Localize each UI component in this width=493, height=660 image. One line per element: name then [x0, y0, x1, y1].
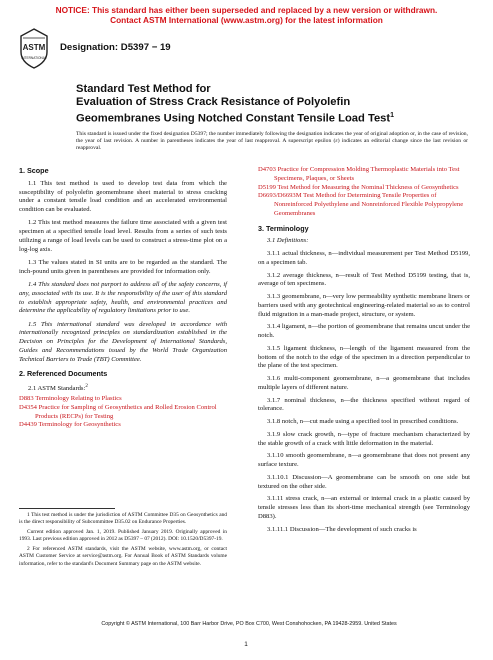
ref-code[interactable]: D4439 — [19, 421, 37, 429]
ref-item-d4354[interactable] — [19, 404, 227, 422]
astm-logo — [20, 28, 48, 70]
ref-code[interactable]: D5199 — [258, 183, 276, 191]
discussion-stress-crack: 3.1.11.1 Discussion—The development of such cracks is — [267, 525, 417, 533]
ref-code[interactable]: D4703 — [258, 166, 276, 173]
title-line-2: Evaluation of Stress Crack Resistance of Polyolefin — [76, 96, 351, 108]
footnote-divider — [19, 508, 115, 509]
def-slow-crack-growth: 3.1.9 slow crack growth, n—type of fracture mechanism characterized by the stable growth of a crack with little deformation in the material. — [258, 430, 470, 447]
footnote-2: 2 For referenced ASTM standards, visit the ASTM website, www.astm.org, or contact ASTM Customer Service at service@astm.org. For Annual Book of ASTM Standards volume information, refer to the standard's Document Summary page on the ASTM website. — [19, 546, 227, 567]
footnotes — [19, 512, 227, 571]
right-column — [258, 166, 470, 538]
title-line-3 — [76, 109, 476, 126]
left-ref-list — [19, 395, 227, 430]
def-nominal-thickness: 3.1.7 nominal thickness, n—the thickness specified without regard of tolerance. — [258, 396, 470, 413]
def-smooth-geomembrane: 3.1.10 smooth geomembrane, n—a geomembrane that does not present any surface texture. — [258, 452, 470, 468]
section-1-3: 1.3 The values stated in SI units are to be regarded as the standard. The inch-pound units given in parentheses are provided for information only. — [19, 258, 227, 275]
def-ligament-thickness: 3.1.5 ligament thickness, n—length of the ligament measured from the bottom of the notch to the edge of the specimen in a direction perpendicular to the plane of the test specimen. — [258, 344, 470, 370]
logo-subtext: INTERNATIONAL — [21, 56, 47, 60]
page-number: 1 — [244, 641, 248, 648]
section-2-1-footnote: 2 — [85, 384, 88, 390]
ref-item-d6693[interactable] — [258, 192, 470, 218]
section-1-1: 1.1 This test method is used to develop test data from which the susceptibility of polyolefin geomembrane sheet material to stress cracking under a constant tensile load condition and an accelerated environmental condition can be evaluated. — [19, 179, 227, 213]
footnote-1: 1 This test method is under the jurisdiction of ASTM Committee D35 on Geosynthetics and is the direct responsibility of Subcommittee D35.02 on Endurance Properties. — [19, 512, 227, 526]
ref-title[interactable]: Practice for Compression Molding Thermoplastic Materials into Test Specimens, Plaques, or Sheets — [274, 166, 460, 182]
issued-note: This standard is issued under the fixed designation D5397; the number immediately following the designation indicates the year of original adoption or, in the case of revision, the year of last revision. A number in parentheses indicates the year of last reapproval. A superscript epsilon (ε) indicates an editorial change since the last revision or reapproval. — [76, 131, 468, 151]
left-column — [19, 167, 227, 430]
ref-code[interactable]: D4354 — [19, 403, 37, 411]
section-3-1: 3.1 Definitions: — [267, 237, 309, 245]
section-1-5: 1.5 This international standard was developed in accordance with internationally recognized principles on standardization established in the Decision on Principles for the Development of International Standards, Guides and Recommendations issued by the World Trade Organization Technical Barriers to Trade (TBT) Committee. — [19, 320, 227, 363]
section-1-2: 1.2 This test method measures the failure time associated with a given test specimen at a specified tensile load level. Results from a series of such tests utilizing a range of load levels can be used to construct a stress-time plot on a log-log axis. — [19, 219, 227, 253]
ref-item-d883[interactable] — [19, 395, 227, 404]
title-line-1: Standard Test Method for — [76, 83, 211, 95]
ref-item-d5199[interactable] — [258, 184, 470, 193]
ref-title[interactable]: Test Method for Determining Tensile Properties of Nonreinforced Polyethylene and Nonreinforced Flexible Polypropylene Geomembranes — [274, 192, 464, 217]
designation: Designation: D5397 − 19 — [60, 42, 171, 53]
document-title — [76, 83, 476, 126]
logo-text: ASTM — [22, 43, 46, 52]
notice-line-1: NOTICE: This standard has either been superseded and replaced by a new version or withdrawn. — [55, 5, 438, 15]
ref-code[interactable]: D6693/D6693M — [258, 192, 302, 200]
discussion-smooth-geomembrane: 3.1.10.1 Discussion—A geomembrane can be smooth on one side but textured on the other side. — [258, 473, 470, 490]
title-line-3-text: Geomembranes Using Notched Constant Tensile Load Test — [76, 112, 391, 125]
def-notch: 3.1.8 notch, n—cut made using a specified tool in prescribed conditions. — [267, 418, 459, 425]
def-multi-component-geomembrane: 3.1.6 multi-component geomembrane, n—a geomembrane that includes multiple layers of different nature. — [258, 375, 470, 391]
def-geomembrane: 3.1.3 geomembrane, n—very low permeability synthetic membrane liners or barriers used with any geotechnical engineering-related material so as to control fluid migration in a man-made project, structure, or system. — [258, 293, 470, 318]
astm-logo-icon — [20, 28, 48, 70]
def-stress-crack: 3.1.11 stress crack, n—an external or internal crack in a plastic caused by tensile stresses less than its short-time mechanical strength (see Terminology D883). — [258, 495, 470, 520]
ref-title[interactable]: Test Method for Measuring the Nominal Thickness of Geosynthetics — [277, 183, 459, 191]
referenced-docs-heading: 2. Referenced Documents — [19, 369, 108, 379]
section-2-1 — [19, 383, 227, 394]
scope-heading: 1. Scope — [19, 166, 49, 175]
right-ref-list — [258, 166, 470, 219]
ref-title[interactable]: Terminology for Geosynthetics — [38, 421, 121, 429]
section-1-4: 1.4 This standard does not purport to address all of the safety concerns, if any, associated with its use. It is the responsibility of the user of this standard to establish appropriate safety, health, and environmental practices and determine the applicability of regulatory limitations prior to use. — [19, 281, 227, 315]
def-ligament: 3.1.4 ligament, n—the portion of geomembrane that remains uncut under the notch. — [258, 323, 470, 339]
def-average-thickness: 3.1.2 average thickness, n—result of Test Method D5199 testing, that is, average of ten specimens. — [258, 271, 470, 288]
title-footnote-mark: 1 — [390, 112, 395, 119]
notice-line-2: Contact ASTM International (www.astm.org) for the latest information — [110, 15, 383, 25]
ref-title[interactable]: Practice for Sampling of Geosynthetics and Rolled Erosion Control Products (RECPs) for Testing — [35, 403, 217, 420]
copyright-line: Copyright © ASTM International, 100 Barr Harbor Drive, PO Box C700, West Conshohocken, PA 19428-2959. United States — [101, 621, 397, 627]
supersede-notice — [0, 5, 493, 25]
footnote-1-edition: Current edition approved Jan. 1, 2019. Published January 2019. Originally approved in 1993. Last previous edition approved in 2012 as D5397 – 07 (2012). DOI: 10.1520/D5397-19. — [19, 529, 227, 543]
ref-item-d4439[interactable] — [19, 421, 227, 430]
ref-item-d4703[interactable] — [258, 166, 470, 184]
ref-code[interactable]: D883 — [19, 395, 34, 403]
def-actual-thickness: 3.1.1 actual thickness, n—individual measurement per Test Method D5199, on a specimen tab. — [258, 250, 470, 266]
terminology-heading: 3. Terminology — [258, 223, 309, 233]
section-2-1-text: 2.1 ASTM Standards: — [28, 385, 86, 393]
ref-title[interactable]: Terminology Relating to Plastics — [35, 395, 122, 403]
